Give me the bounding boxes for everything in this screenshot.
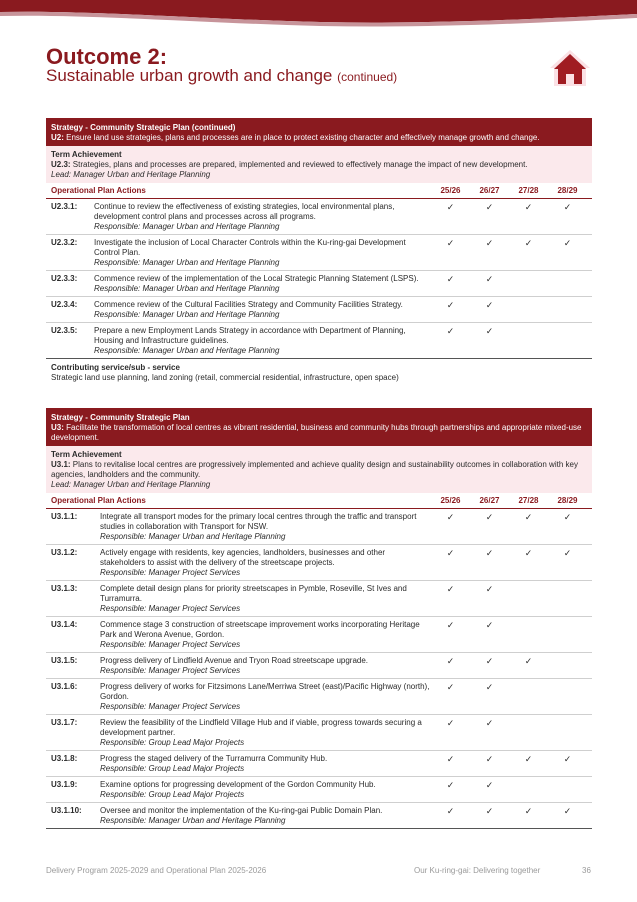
action-code: U2.3.4: <box>51 300 78 309</box>
action-code: U3.1.9: <box>51 780 78 789</box>
responsible-officer: Responsible: Manager Urban and Heritage Planning <box>94 258 280 267</box>
checkmark-icon: ✓ <box>446 806 455 816</box>
action-code: U3.1.7: <box>51 718 78 727</box>
strategy-band: Strategy - Community Strategic Plan (continued) U2: Ensure land use strategies, plans and processes are in place to protect existing character and effectively manage growth and change. <box>46 118 592 146</box>
action-code: U3.1.10: <box>51 806 82 815</box>
term-achievement: Term Achievement U3.1: Plans to revitalise local centres are progressively implemented and achieve quality design and sustainability outcomes in collaboration with key agencies, landholders and the community. Lead: Manager Urban and Heritage Planning <box>46 446 592 493</box>
checkmark-icon: ✓ <box>485 548 494 558</box>
checkmark-icon <box>548 584 587 614</box>
checkmark-icon <box>509 326 548 356</box>
footer-document-title: Delivery Program 2025-2029 and Operational Plan 2025-2026 <box>46 866 267 875</box>
actions-table <box>46 509 592 829</box>
action-description: Commence stage 3 construction of streetscape improvement works incorporating Heritage Park and Werona Avenue, Gordon. Responsible: Manager Project Services <box>100 620 431 650</box>
checkmark-icon: ✓ <box>485 202 494 212</box>
term-achievement: Term Achievement U2.3: Strategies, plans and processes are prepared, implemented and reviewed to effectively manage the impact of new development. Lead: Manager Urban and Heritage Planning <box>46 146 592 183</box>
action-code: U2.3.3: <box>51 274 78 283</box>
checkmark-icon: ✓ <box>563 512 572 522</box>
table-row <box>46 323 592 359</box>
checkmark-icon: ✓ <box>446 620 455 630</box>
responsible-officer: Responsible: Manager Project Services <box>100 702 241 711</box>
strategy-heading: Strategy - Community Strategic Plan <box>51 413 190 422</box>
checkmark-icon: ✓ <box>446 780 455 790</box>
strategy-band: Strategy - Community Strategic Plan U3: Facilitate the transformation of local centres as vibrant residential, business and community hubs through partnerships and appropriate mixed-use development. <box>46 408 592 446</box>
checkmark-icon: ✓ <box>446 300 455 310</box>
action-code: U3.1.6: <box>51 682 78 691</box>
actions-header: Operational Plan Actions 25/26 26/27 27/28 28/29 <box>46 183 592 199</box>
action-description: Examine options for progressing development of the Gordon Community Hub. Responsible: Group Lead Major Projects <box>100 780 431 800</box>
strategy-heading: Strategy - Community Strategic Plan (continued) <box>51 123 236 132</box>
table-row <box>46 581 592 617</box>
checkmark-icon: ✓ <box>446 326 455 336</box>
action-code: U3.1.3: <box>51 584 78 593</box>
section-u3 <box>46 408 592 829</box>
action-description: Review the feasibility of the Lindfield Village Hub and if viable, progress towards securing a development partner. Responsible: Group Lead Major Projects <box>100 718 431 748</box>
checkmark-icon: ✓ <box>485 274 494 284</box>
responsible-officer: Responsible: Manager Urban and Heritage Planning <box>100 816 286 825</box>
checkmark-icon: ✓ <box>485 584 494 594</box>
checkmark-icon: ✓ <box>524 238 533 248</box>
checkmark-icon: ✓ <box>524 754 533 764</box>
responsible-officer: Responsible: Group Lead Major Projects <box>100 764 245 773</box>
checkmark-icon: ✓ <box>524 512 533 522</box>
table-row <box>46 617 592 653</box>
action-description: Integrate all transport modes for the primary local centres through the traffic and transport studies in collaboration with Transport for NSW. Responsible: Manager Urban and Heritage Planning <box>100 512 431 542</box>
checkmark-icon: ✓ <box>524 548 533 558</box>
table-row <box>46 777 592 803</box>
checkmark-icon <box>548 326 587 356</box>
action-code: U3.1.1: <box>51 512 78 521</box>
checkmark-icon: ✓ <box>485 780 494 790</box>
checkmark-icon: ✓ <box>446 584 455 594</box>
action-code: U3.1.8: <box>51 754 78 763</box>
action-code: U2.3.5: <box>51 326 78 335</box>
checkmark-icon: ✓ <box>446 682 455 692</box>
action-description: Oversee and monitor the implementation of the Ku-ring-gai Public Domain Plan. Responsible: Manager Urban and Heritage Planning <box>100 806 431 826</box>
checkmark-icon <box>509 300 548 320</box>
action-description: Commence review of the Cultural Facilities Strategy and Community Facilities Strategy. Responsible: Manager Urban and Heritage Planning <box>94 300 431 320</box>
checkmark-icon: ✓ <box>563 754 572 764</box>
table-row <box>46 271 592 297</box>
action-description: Progress delivery of Lindfield Avenue and Tryon Road streetscape upgrade. Responsible: Manager Project Services <box>100 656 431 676</box>
responsible-officer: Responsible: Manager Urban and Heritage Planning <box>100 532 286 541</box>
checkmark-icon: ✓ <box>563 238 572 248</box>
action-description: Investigate the inclusion of Local Character Controls within the Ku-ring-gai Development Control Plan. Responsible: Manager Urban and Heritage Planning <box>94 238 431 268</box>
checkmark-icon: ✓ <box>485 620 494 630</box>
checkmark-icon <box>548 656 587 676</box>
action-description: Progress the staged delivery of the Turramurra Community Hub. Responsible: Group Lead Major Projects <box>100 754 431 774</box>
checkmark-icon: ✓ <box>446 202 455 212</box>
responsible-officer: Responsible: Manager Project Services <box>100 666 241 675</box>
action-description: Prepare a new Employment Lands Strategy in accordance with Department of Planning, Housing and Infrastructure guidelines. Responsible: Manager Urban and Heritage Planning <box>94 326 431 356</box>
responsible-officer: Responsible: Manager Project Services <box>100 640 241 649</box>
responsible-officer: Responsible: Group Lead Major Projects <box>100 738 245 747</box>
responsible-officer: Responsible: Manager Urban and Heritage Planning <box>94 284 280 293</box>
checkmark-icon <box>509 718 548 748</box>
footer-tagline: Our Ku-ring-gai: Delivering together <box>414 866 541 875</box>
action-description: Complete detail design plans for priority streetscapes in Pymble, Roseville, St Ives and Turramurra. Responsible: Manager Project Services <box>100 584 431 614</box>
table-row <box>46 751 592 777</box>
checkmark-icon: ✓ <box>446 238 455 248</box>
table-row <box>46 653 592 679</box>
checkmark-icon <box>509 584 548 614</box>
action-code: U2.3.1: <box>51 202 78 211</box>
responsible-officer: Responsible: Manager Project Services <box>100 604 241 613</box>
checkmark-icon: ✓ <box>485 326 494 336</box>
checkmark-icon: ✓ <box>446 718 455 728</box>
section-u2 <box>46 118 592 387</box>
checkmark-icon <box>548 620 587 650</box>
checkmark-icon <box>548 682 587 712</box>
checkmark-icon <box>509 274 548 294</box>
table-row <box>46 297 592 323</box>
checkmark-icon: ✓ <box>485 300 494 310</box>
checkmark-icon: ✓ <box>563 202 572 212</box>
checkmark-icon: ✓ <box>446 754 455 764</box>
responsible-officer: Responsible: Manager Urban and Heritage Planning <box>94 222 280 231</box>
page-subtitle: Sustainable urban growth and change (continued) <box>46 66 398 85</box>
page-number: 36 <box>582 866 591 875</box>
table-row <box>46 679 592 715</box>
header-swoosh <box>0 0 637 30</box>
action-code: U3.1.5: <box>51 656 78 665</box>
checkmark-icon: ✓ <box>446 656 455 666</box>
house-icon <box>548 46 592 90</box>
action-code: U3.1.4: <box>51 620 78 629</box>
checkmark-icon: ✓ <box>485 754 494 764</box>
table-row <box>46 545 592 581</box>
checkmark-icon: ✓ <box>485 806 494 816</box>
checkmark-icon: ✓ <box>485 238 494 248</box>
checkmark-icon <box>548 780 587 800</box>
page-title: Outcome 2: <box>46 44 168 69</box>
action-description: Actively engage with residents, key agencies, landholders, businesses and other stakeholders to assist with the delivery of the streetscape projects. Responsible: Manager Project Services <box>100 548 431 578</box>
checkmark-icon <box>548 300 587 320</box>
responsible-officer: Responsible: Manager Urban and Heritage Planning <box>94 310 280 319</box>
actions-header: Operational Plan Actions 25/26 26/27 27/28 28/29 <box>46 493 592 509</box>
table-row <box>46 199 592 235</box>
checkmark-icon: ✓ <box>446 548 455 558</box>
responsible-officer: Responsible: Group Lead Major Projects <box>100 790 245 799</box>
responsible-officer: Responsible: Manager Project Services <box>100 568 241 577</box>
table-row <box>46 803 592 829</box>
checkmark-icon: ✓ <box>485 512 494 522</box>
checkmark-icon <box>509 682 548 712</box>
action-description: Commence review of the implementation of the Local Strategic Planning Statement (LSPS). Responsible: Manager Urban and Heritage Planning <box>94 274 431 294</box>
table-row <box>46 235 592 271</box>
checkmark-icon <box>509 780 548 800</box>
checkmark-icon: ✓ <box>485 718 494 728</box>
responsible-officer: Responsible: Manager Urban and Heritage Planning <box>94 346 280 355</box>
action-description: Continue to review the effectiveness of existing strategies, local environmental plans, development control plans and processes across all programs. Responsible: Manager Urban and Heritage Planning <box>94 202 431 232</box>
checkmark-icon <box>548 718 587 748</box>
checkmark-icon <box>548 274 587 294</box>
actions-table <box>46 199 592 359</box>
checkmark-icon: ✓ <box>563 806 572 816</box>
table-row <box>46 509 592 545</box>
checkmark-icon: ✓ <box>563 548 572 558</box>
checkmark-icon: ✓ <box>524 806 533 816</box>
action-code: U2.3.2: <box>51 238 78 247</box>
checkmark-icon: ✓ <box>524 656 533 666</box>
checkmark-icon: ✓ <box>485 682 494 692</box>
checkmark-icon: ✓ <box>446 512 455 522</box>
action-description: Progress delivery of works for Fitzsimons Lane/Merriwa Street (east)/Pacific Highway (north), Gordon. Responsible: Manager Project Services <box>100 682 430 711</box>
action-code: U3.1.2: <box>51 548 78 557</box>
checkmark-icon: ✓ <box>485 656 494 666</box>
checkmark-icon <box>509 620 548 650</box>
table-row <box>46 715 592 751</box>
contributing-service: Contributing service/sub - service Strategic land use planning, land zoning (retail, commercial residential, infrastructure, open space) <box>51 363 399 382</box>
checkmark-icon: ✓ <box>446 274 455 284</box>
checkmark-icon: ✓ <box>524 202 533 212</box>
